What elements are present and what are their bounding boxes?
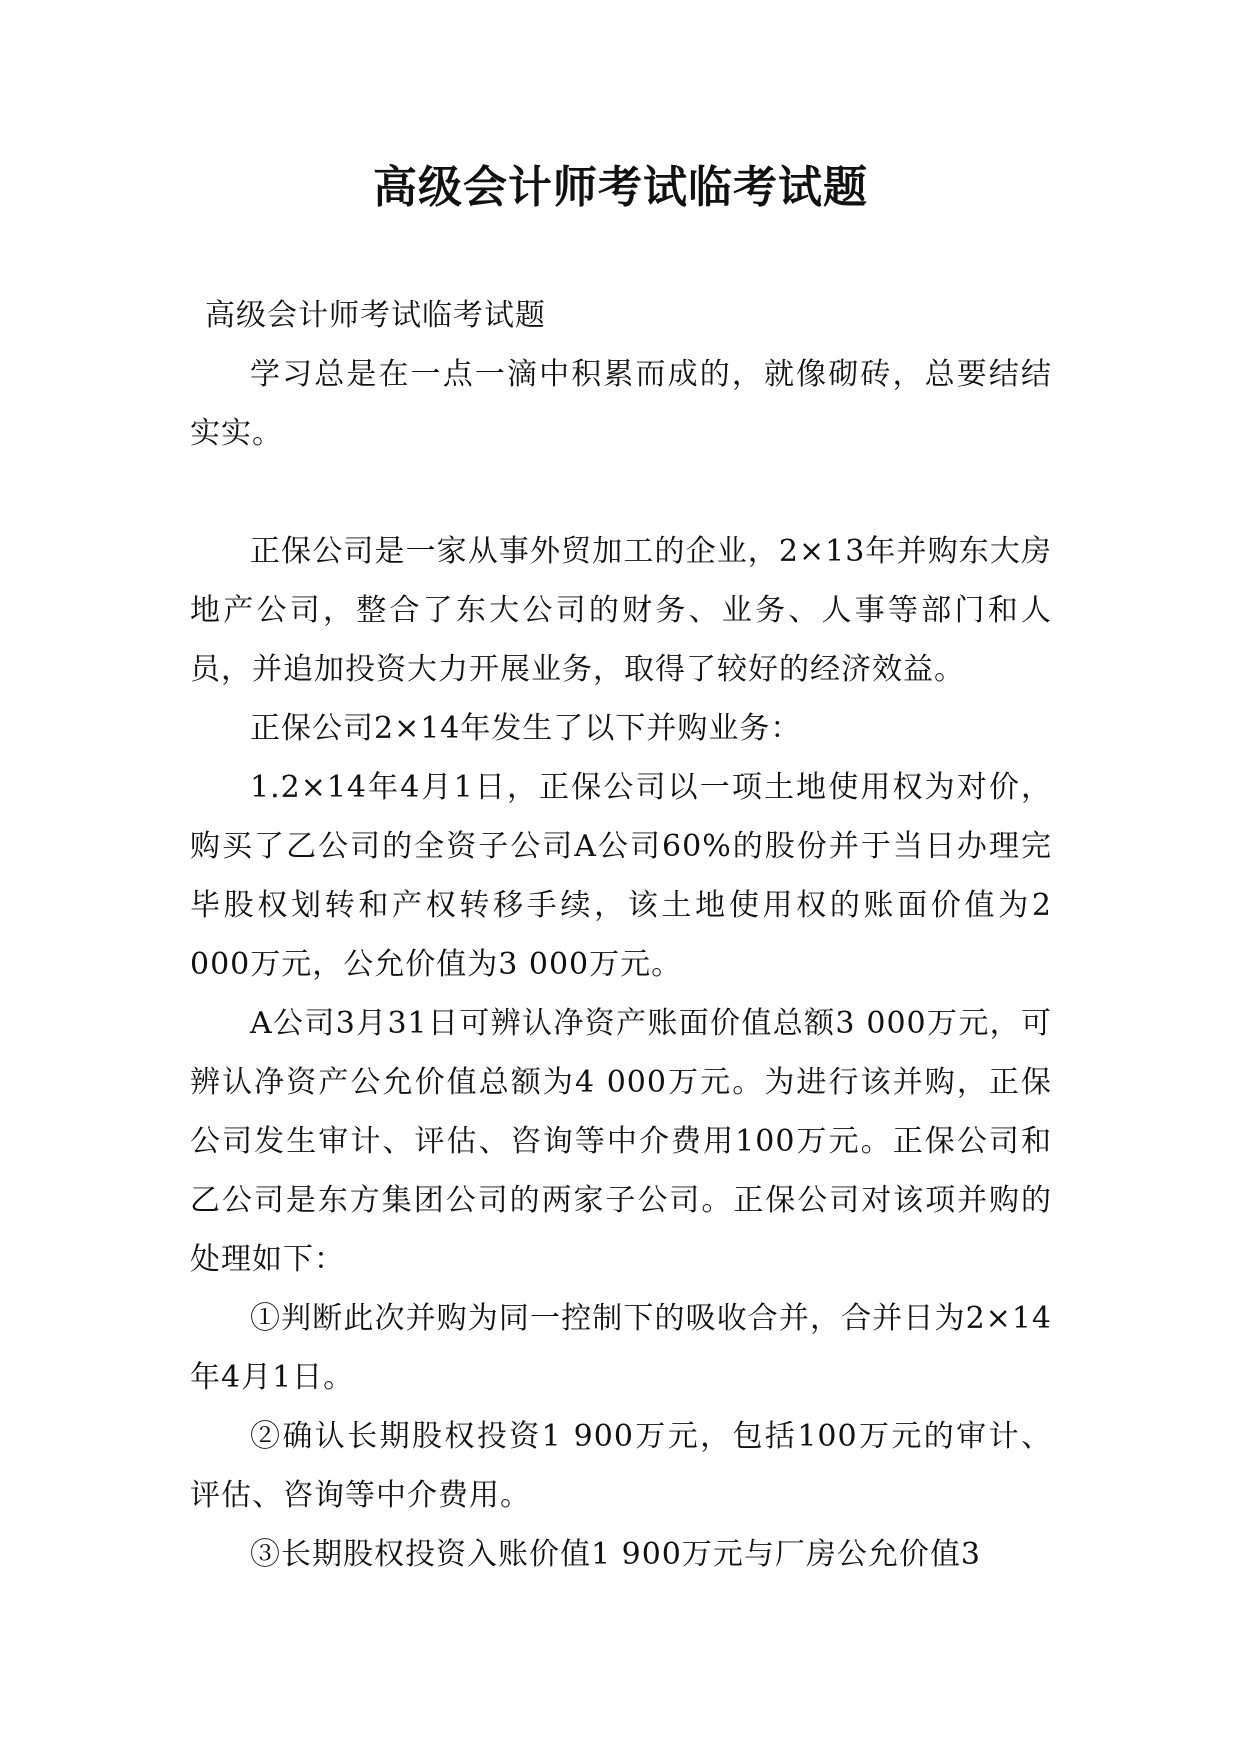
paragraph-point-2: ②确认长期股权投资1 900万元，包括100万元的审计、评估、咨询等中介费用。 [190,1419,1052,1513]
paragraph-subtitle: 高级会计师考试临考试题 [205,298,546,333]
paragraph-point-3: ③长期股权投资入账价值1 900万元与厂房公允价值3 [250,1537,981,1572]
paragraph-merger-intro: 正保公司2×14年发生了以下并购业务： [250,711,802,746]
paragraph-company-a: A公司3月31日可辨认净资产账面价值总额3 000万元，可辨认净资产公允价值总额为4 000万元。为进行该并购，正保公司发生审计、评估、咨询等中介费用100万元。正保公司和乙公司是东方集团公司的两家子公司。正保公司对该项并购的处理如下： [190,1006,1052,1277]
paragraph-item-1: 1.2×14年4月1日，正保公司以一项土地使用权为对价，购买了乙公司的全资子公司A公司60%的股份并于当日办理完毕股权划转和产权转移手续，该土地使用权的账面价值为2 000万元，公允价值为3 000万元。 [190,770,1052,982]
document-title: 高级会计师考试临考试题 [373,162,868,213]
blank-line [190,463,1052,522]
document-body [190,286,1052,1584]
paragraph-point-1: ①判断此次并购为同一控制下的吸收合并，合并日为2×14年4月1日。 [190,1301,1052,1395]
paragraph-company-background: 正保公司是一家从事外贸加工的企业，2×13年并购东大房地产公司，整合了东大公司的财务、业务、人事等部门和人员，并追加投资大力开展业务，取得了较好的经济效益。 [190,534,1052,687]
paragraph-intro: 学习总是在一点一滴中积累而成的，就像砌砖，总要结结实实。 [190,357,1052,451]
